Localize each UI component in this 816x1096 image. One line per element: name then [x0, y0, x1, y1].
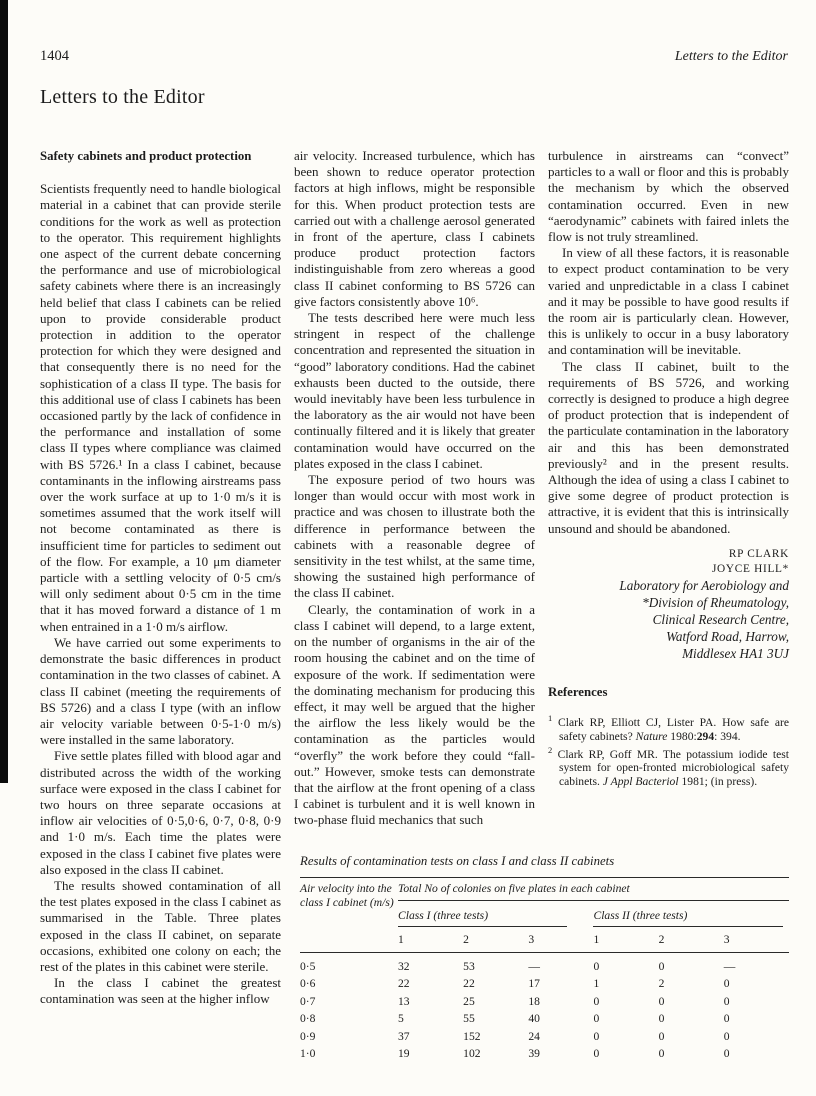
table-cell: 0 — [723, 977, 730, 990]
table-cell: 25 — [463, 994, 475, 1008]
subcolumn-header: 1 — [593, 929, 658, 952]
column-2 — [294, 148, 535, 829]
table-cell: — — [528, 959, 540, 973]
paragraph: In the class I cabinet the greatest contamination was seen at the higher inflow — [40, 975, 281, 1007]
table-cell: 0 — [593, 1029, 600, 1043]
table-cell: 39 — [528, 1047, 540, 1060]
table-cell: 22 — [463, 977, 475, 990]
paragraph: turbulence in airstreams can “convect” particles to a wall or floor and this is probably the mechanism by which the observed contamination occurred. Even in new “aerodynamic” cabinets with faired inlets the flow is not truly streamlined. — [548, 148, 789, 245]
table-cell: 0 — [658, 994, 665, 1008]
reference-number: 1 — [548, 713, 553, 724]
reference-text: 1981; (in press). — [678, 774, 758, 788]
reference-item — [548, 744, 789, 789]
reference-journal: J Appl Bacteriol — [602, 774, 679, 788]
paragraph: air velocity. Increased turbulence, which has been shown to reduce operator protection factors at high inflows, might be responsible for this. When product protection tests are carried out with a challenge aerosol generated in front of the aperture, class I cabinets produce product protection factors indistinguishable from zero whereas a good class II cabinet conforming to BS 5726 can give factors consistently above 10⁶. — [294, 148, 535, 309]
table-cell: 0 — [658, 959, 665, 973]
paragraph: We have carried out some experiments to demonstrate the basic differences in product contamination in the two classes of cabinet. A class II cabinet (meeting the requirements of BS 5726) and a class I type (with an inflow air velocity variable between 0·5-1·0 m/s) were installed in the same laboratory. — [40, 634, 281, 748]
table-cell: 0 — [723, 1029, 730, 1043]
reference-journal: Nature — [635, 729, 668, 743]
paragraph: Five settle plates filled with blood agar and distributed across the width of the working surface were exposed in the class I cabinet for two hours on three separate occasions at inflow air velocities of 0·5,0·6, 0·7, 0·8, 0·9 and 1·0 m/s. Each time the plates were exposed in the class I cabinet five plates were also exposed in the class II cabinet. — [40, 748, 281, 877]
paragraph: The tests described here were much less stringent in respect of the challenge concentration and represented the situation in “good” laboratory conditions. Had the cabinet exhausts been ducted to the outside, there would inevitably have been less turbulence in the laboratory as the air would not have been continually filtered and it is likely that greater contamination would have occurred on the plates exposed in the class I cabinet. — [294, 310, 535, 471]
affiliation-line: *Division of Rheumatology, — [642, 594, 789, 610]
table-cell: 18 — [528, 994, 540, 1008]
subcolumn-header: 1 — [398, 929, 463, 952]
table-cell: 0 — [593, 1012, 600, 1025]
table-cell: 32 — [398, 959, 410, 973]
article-body — [40, 148, 790, 1063]
table-row — [300, 975, 789, 993]
table-cell: 152 — [463, 1029, 481, 1043]
references-heading: References — [548, 684, 608, 699]
table-row — [300, 952, 789, 975]
table-cell: 0·7 — [300, 994, 316, 1008]
table-caption: Results of contamination tests on class I and class II cabinets — [300, 854, 615, 868]
subcolumn-header: 2 — [463, 929, 528, 952]
columns-2-3-group — [294, 148, 789, 1063]
table-cell: 0 — [723, 1012, 730, 1025]
paragraph: Clearly, the contamination of work in a class I cabinet will depend, to a large extent, on the number of organisms in the air of the room housing the cabinet and on the time of exposure of the work. If sedimentation were the dominating mechanism for producing this effect, it may well be argued that the higher the airflow the less likely would be the contamination as the particles would “overfly” the work before they could “fall-out.” However, smoke tests can demonstrate that the airflow at the front opening of a class I cabinet is turbulent and it is well known in two-phase fluid mechanics that such — [294, 601, 535, 828]
signature-block — [548, 547, 789, 662]
columns-2-3 — [294, 148, 789, 840]
table-cell: — — [723, 959, 736, 973]
group-header-rule: Class I (three tests) — [398, 905, 567, 928]
table-cell: 0 — [593, 994, 600, 1008]
table-cell: 0 — [723, 1047, 730, 1060]
affiliation-line: Clinical Research Centre, — [652, 611, 789, 627]
references-section — [548, 684, 789, 789]
reference-item — [548, 712, 789, 743]
table-cell: 0 — [658, 1029, 665, 1043]
table-cell: 55 — [463, 1012, 475, 1025]
table-cell: 37 — [398, 1029, 410, 1043]
table-header — [300, 878, 789, 953]
affiliation-line: Laboratory for Aerobiology and — [619, 577, 789, 593]
reference-text: Clark RP, Elliott CJ, Lister PA. How safe are safety cabinets? — [558, 715, 789, 743]
table-cell: 0 — [593, 959, 600, 973]
paragraph: The exposure period of two hours was longer than would occur with most work in practice and was chosen to illustrate both the difference in performance between the cabinets with a reasonable degree of sensitivity in the test whilst, at the same time, showing the sustained high performance of the class II cabinet. — [294, 472, 535, 601]
table-cell: 5 — [398, 1012, 404, 1025]
table-row — [300, 1010, 789, 1028]
table-cell: 24 — [528, 1029, 540, 1043]
subcolumn-header: 3 — [724, 929, 789, 952]
results-table — [300, 877, 789, 1063]
column-header-air-velocity: Air velocity into the class I cabinet (m/s) — [300, 878, 398, 953]
table-cell: 19 — [398, 1047, 410, 1060]
author-name: RP CLARK — [728, 547, 789, 560]
column-1 — [40, 148, 281, 1063]
table-cell: 53 — [463, 959, 475, 973]
table-cell: 1 — [593, 977, 600, 990]
paragraph: Scientists frequently need to handle biological material in a cabinet that can provide sterile conditions for the work as well as protection to the operator. This requirement highlights one aspect of the current debate concerning the performance and use of microbiological safety cabinets where there is an increasingly held belief that class I cabinets can be relied upon to provide considerable product protection in addition to the operator protection for which they were designed and that consequently there is no need for the sophistication of a class II type. The basis for this additional use of class I cabinets has been occasioned partly by the lack of confidence in the performance and installation of some class II types where compliance was claimed with BS 5726.¹ In a class I cabinet, because contaminants in the inflowing airstreams pass over the work surface at up to 1·0 m/s it is sometimes assumed that the work itself will not become contaminated as there is insufficient time for particles to sediment out of the flow. For example, a 10 μm diameter particle with a settling velocity of 0·5 cm/s will only sediment about 0·5 cm in the time that it has moved forward a distance of 1 m when entrained in a 1·0 m/s airflow. — [40, 181, 281, 634]
column-3 — [548, 148, 789, 789]
paragraph: The results showed contamination of all the test plates exposed in the class I cabinet as summarised in the Table. Three plates exposed in the class II cabinet, on separate occasions, exhibited one colony on each; the rest of the plates in this cabinet were sterile. — [40, 877, 281, 974]
group-header-rule: Class II (three tests) — [593, 905, 783, 928]
reference-text: Clark RP, Goff MR. The potassium iodide test system for open-fronted microbiological safety cabinets. — [557, 747, 789, 788]
affiliation-line: Middlesex HA1 3UJ — [682, 645, 789, 661]
table-cell: 0·5 — [300, 959, 316, 973]
subcolumn-header: 2 — [659, 929, 724, 952]
article-heading: Safety cabinets and product protection — [40, 149, 252, 163]
table-cell: 0 — [723, 994, 730, 1008]
subcolumn-header: 3 — [528, 929, 593, 952]
table-cell: 17 — [528, 977, 540, 990]
table-row — [300, 1028, 789, 1046]
paragraph: In view of all these factors, it is reasonable to expect product contamination to be very varied and unpredictable in a class I cabinet and it may be possible to have good results if the room air is particularly clean. However, this is unlikely to occur in a busy laboratory and contamination will be inevitable. — [548, 245, 789, 358]
table-row — [300, 1045, 789, 1063]
table-cell: 2 — [658, 977, 665, 990]
table-cell: 0 — [658, 1012, 665, 1025]
reference-number: 2 — [548, 744, 553, 755]
page-header — [40, 48, 788, 65]
reference-text: 1980: — [667, 729, 697, 743]
page-title: Letters to the Editor — [40, 86, 205, 108]
paragraph: The class II cabinet, built to the requirements of BS 5726, and working correctly is designed to produce a high degree of product protection that is independent of the particulate contamination in the laboratory air and this has been demonstrated previously² and in the present results. Although the idea of using a class I cabinet to give some degree of product protection is attractive, it is evident that this is intrinsically unsound and should be abandoned. — [548, 358, 789, 536]
table-cell: 0·9 — [300, 1029, 316, 1043]
table-body — [300, 952, 789, 1063]
running-header: Letters to the Editor — [674, 49, 788, 64]
group-header-class-1 — [398, 900, 593, 929]
table-cell: 0·6 — [300, 977, 316, 990]
table-cell: 13 — [398, 994, 410, 1008]
table-cell: 22 — [398, 977, 410, 990]
results-table-block — [294, 854, 789, 1063]
page-number: 1404 — [40, 48, 69, 64]
scan-edge-artifact — [0, 0, 8, 783]
author-name: JOYCE HILL* — [711, 562, 789, 575]
affiliation-line: Watford Road, Harrow, — [666, 628, 789, 644]
table-cell: 0·8 — [300, 1012, 316, 1025]
table-cell: 0 — [593, 1047, 600, 1060]
group-header-class-2 — [593, 900, 789, 929]
table-row — [300, 993, 789, 1011]
table-cell: 0 — [658, 1047, 665, 1060]
table-cell: 102 — [463, 1047, 481, 1060]
table-cell: 40 — [528, 1012, 540, 1025]
reference-text: : 394. — [714, 729, 741, 743]
reference-volume: 294 — [696, 729, 715, 743]
column-header-total-colonies: Total No of colonies on five plates in each cabinet — [398, 878, 789, 901]
table-cell: 1·0 — [300, 1047, 316, 1060]
